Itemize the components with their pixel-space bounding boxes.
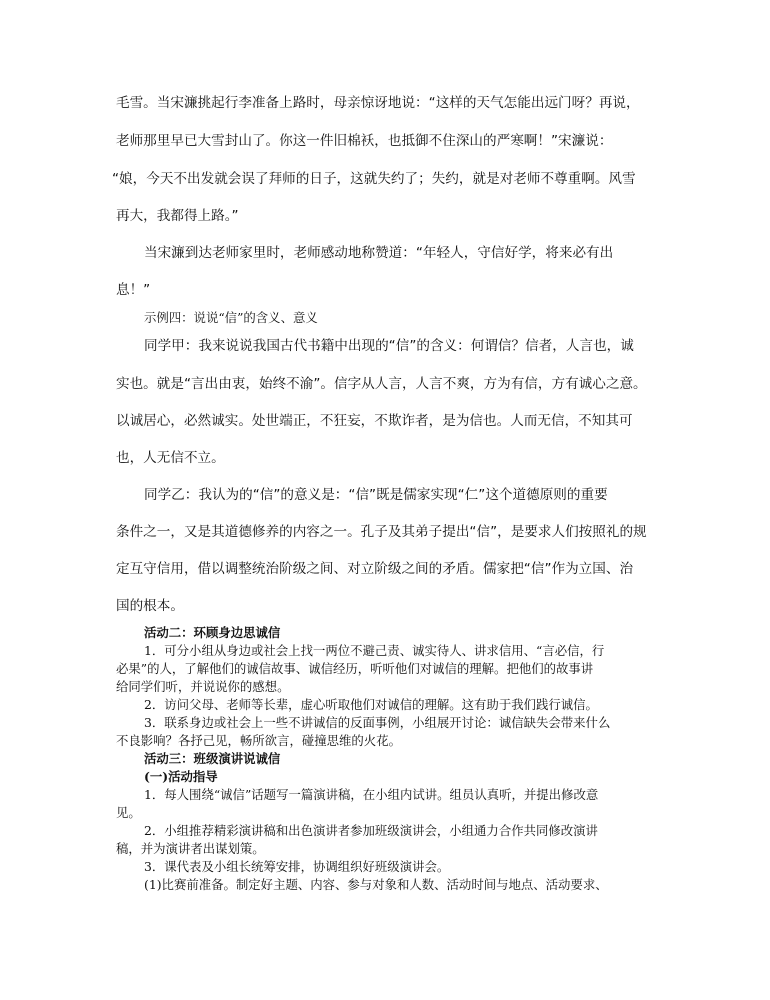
example4-heading: 示例四：说说“信”的含义、意义 (144, 310, 318, 325)
guide-item-1-line-1: 1．每人围绕“诚信”话题写一篇演讲稿，在小组内试讲。组员认真听，并提出修改意 (144, 787, 599, 802)
guide-item-3: 3．课代表及小组长统筹安排，协调组织好班级演讲会。 (144, 859, 450, 874)
activity-two-item-1-line-1: 1．可分小组从身边或社会上找一两位不避己责、诚实待人、讲求信用、“言必信，行 (144, 643, 605, 658)
story-line-4: 再大，我都得上路。” (116, 208, 239, 224)
activity-two-item-3-line-1: 3．联系身边或社会上一些不讲诚信的反面事例，小组展开讨论：诚信缺失会带来什么 (144, 715, 611, 730)
activity-three-heading: 活动三：班级演讲说诚信 (144, 751, 281, 766)
activity-two-item-3-line-2: 不良影响？各抒己见，畅所欲言，碰撞思维的火花。 (116, 733, 401, 748)
activity-two-item-1-line-2: 必果”的人，了解他们的诚信故事、诚信经历，听听他们对诚信的理解。把他们的故事讲 (116, 661, 594, 676)
story-line-5: 当宋濂到达老师家里时，老师感动地称赞道：“年轻人，守信好学，将来必有出 (144, 245, 614, 261)
activity-guide-heading: (一)活动指导 (144, 769, 218, 784)
student-b-line-1: 同学乙：我认为的“信”的意义是：“信”既是儒家实现“仁”这个道德原则的重要 (144, 487, 608, 503)
student-a-line-1: 同学甲：我来说说我国古代书籍中出现的“信”的含义：何谓信？信者，人言也，诚 (144, 338, 634, 354)
activity-two-heading: 活动二：环顾身边思诚信 (144, 625, 281, 640)
story-line-2: 老师那里早已大雪封山了。你这一件旧棉袄，也抵御不住深山的严寒啊！”宋濂说： (116, 133, 613, 149)
student-b-line-2: 条件之一，又是其道德修养的内容之一。孔子及其弟子提出“信”，是要求人们按照礼的规 (116, 524, 647, 540)
guide-item-1-line-2: 见。 (116, 805, 141, 820)
guide-item-2-line-2: 稿，并为演讲者出谋划策。 (116, 841, 265, 856)
story-line-3: “娘，今天不出发就会误了拜师的日子，这就失约了；失约，就是对老师不尊重啊。风雪 (112, 171, 636, 187)
guide-item-2-line-1: 2．小组推荐精彩演讲稿和出色演讲者参加班级演讲会，小组通力合作共同修改演讲 (144, 823, 598, 838)
story-line-1: 毛雪。当宋濂挑起行李准备上路时，母亲惊讶地说：“这样的天气怎能出远门呀？再说， (116, 95, 640, 111)
story-line-6: 息！” (116, 282, 151, 298)
student-b-line-4: 国的根本。 (116, 598, 184, 614)
student-a-line-4: 也，人无信不立。 (116, 450, 225, 466)
activity-two-item-2: 2．访问父母、老师等长辈，虚心听取他们对诚信的理解。这有助于我们践行诚信。 (144, 697, 598, 712)
guide-subitem-1: (1)比赛前准备。制定好主题、内容、参与对象和人数、活动时间与地点、活动要求、 (144, 877, 608, 892)
activity-two-item-1-line-3: 给同学们听，并说说你的感想。 (116, 679, 290, 694)
student-b-line-3: 定互守信用，借以调整统治阶级之间、对立阶级之间的矛盾。儒家把“信”作为立国、治 (116, 561, 634, 577)
student-a-line-3: 以诚居心，必然诚实。处世端正，不狂妄，不欺诈者，是为信也。人而无信，不知其可 (116, 413, 633, 429)
student-a-line-2: 实也。就是“言出由衷，始终不渝”。信字从人言，人言不爽，方为有信，方有诚心之意。 (116, 376, 647, 392)
